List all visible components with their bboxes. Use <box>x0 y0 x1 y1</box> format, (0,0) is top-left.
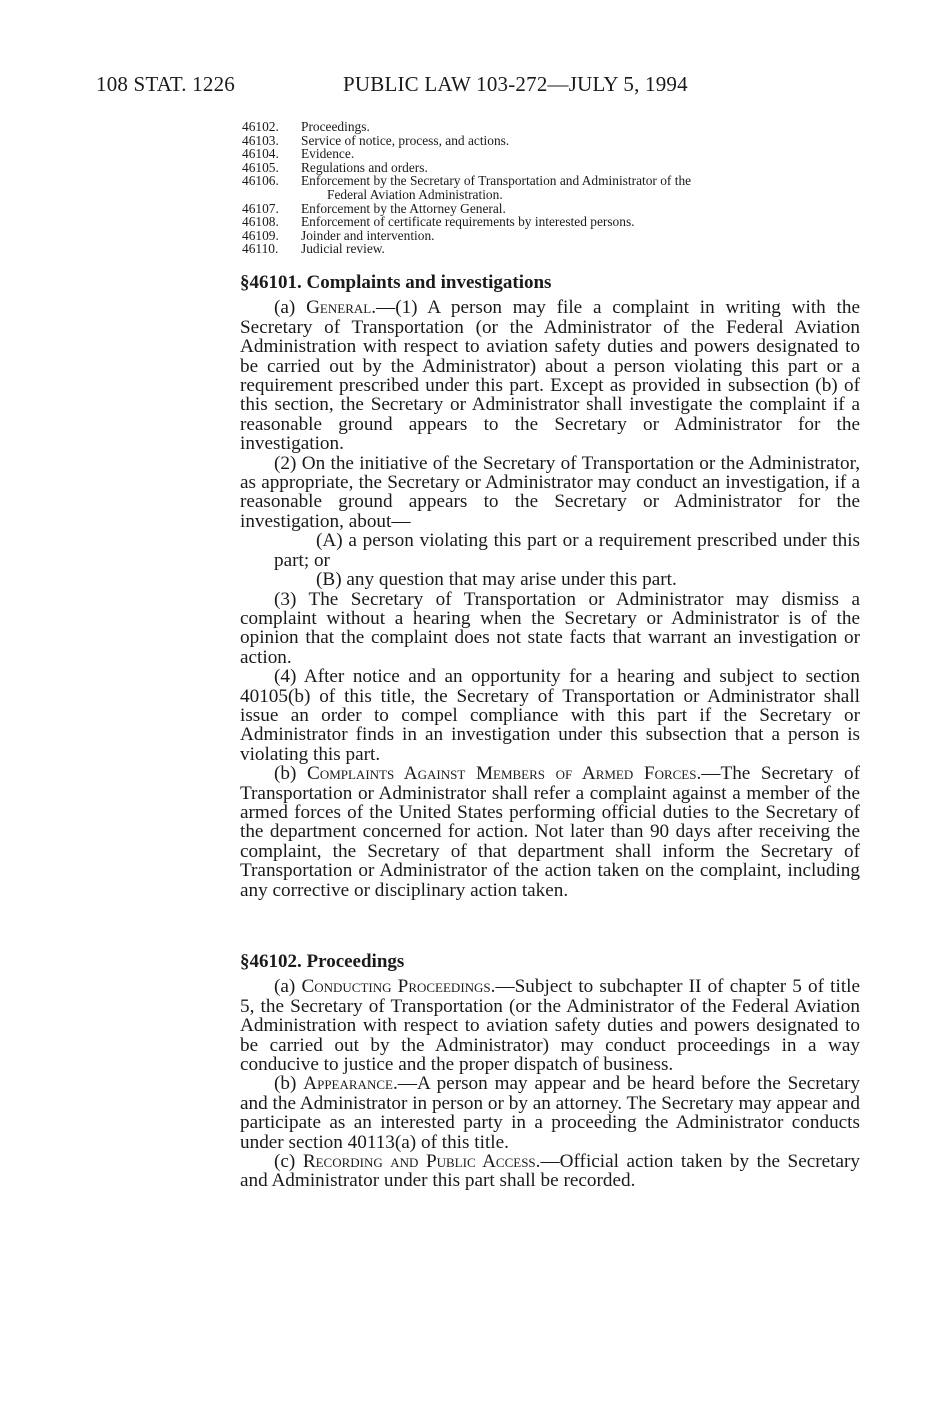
paragraph-a2-B: (B) any question that may arise under this part. <box>316 569 677 591</box>
section-46102 <box>240 952 860 1191</box>
paragraph-a2-A: (A) a person violating this part or a requirement prescribed under this part; or <box>274 530 860 571</box>
page-header <box>96 72 856 102</box>
toc-number: 46109. <box>242 227 279 243</box>
toc-item <box>242 215 882 229</box>
toc-number: 46107. <box>242 200 279 216</box>
toc-title: Enforcement by the Attorney General. <box>301 200 506 216</box>
paragraph-a4: (4) After notice and an opportunity for a hearing and subject to section 40105(b) of this title, the Secretary of Transportation or Administrator shall issue an order to compel compliance with this part if the Secretary or Administrator finds in an investigation under this subsection that a person is violating this part. <box>240 666 860 765</box>
toc-number: 46108. <box>242 214 279 230</box>
subsection-caption: Recording and Public Access. <box>302 1151 541 1173</box>
toc-item <box>242 161 882 175</box>
section-heading <box>240 273 860 292</box>
toc-title: Enforcement of certificate requirements by interested persons. <box>301 214 635 230</box>
section-title: 46101. Complaints and investigations <box>249 272 552 293</box>
paragraph-text: —A person may appear and be heard before the Secretary and the Administrator in person or by an attorney. The Secretary may appear and participate as an interested party in a proceeding the Administrator conducts under section 40113(a) of this title. <box>240 1073 861 1153</box>
toc-title: Regulations and orders. <box>301 159 428 175</box>
paragraph-text: —Subject to subchapter II of chapter 5 of title 5, the Secretary of Transportation (or the Administrator of the Federal Aviation Administration with respect to aviation safety duties and powers designated to be carried out by the Administrator) may conduct proceedings in a way conducive to justice and the proper dispatch of business. <box>240 976 860 1076</box>
stat-page-number: 108 STAT. 1226 <box>96 72 235 96</box>
toc-title: Service of notice, process, and actions. <box>301 132 510 148</box>
toc-item <box>242 202 882 216</box>
paragraph-a3: (3) The Secretary of Transportation or Administrator may dismiss a complaint without a hearing when the Secretary or Administrator is of the opinion that the complaint does not state facts that warrant an investigation or action. <box>240 588 860 668</box>
section-title: 46102. Proceedings <box>249 951 405 972</box>
toc-item-continuation <box>242 188 882 202</box>
toc-item <box>242 229 882 243</box>
subsection-label: (b) <box>274 763 308 785</box>
paragraph-b <box>240 1074 860 1152</box>
toc-number: 46103. <box>242 132 279 148</box>
subsection-label: (a) <box>274 297 307 319</box>
subsection-caption: Appearance. <box>303 1073 398 1095</box>
paragraph-a2: (2) On the initiative of the Secretary of Transportation or the Administrator, as appropriate, the Secretary or Administrator may conduct an investigation, if a reasonable ground appears to the Secretary or Administrator for the investigation, about— <box>240 452 860 532</box>
toc-title: Evidence. <box>301 146 355 162</box>
section-symbol: § <box>240 272 250 293</box>
paragraph-c <box>240 1152 860 1191</box>
toc-title-continuation: Federal Aviation Administration. <box>327 186 503 202</box>
paragraph-a1 <box>240 298 860 453</box>
toc-number: 46104. <box>242 146 279 162</box>
paragraph-text: —(1) A person may file a complaint in writing with the Secretary of Transportation (or the Administrator of the Federal Aviation Administration with respect to aviation safety duties and powers designated to be carried out by the Administrator) about a person violating this part or a requirement prescribed under this part. Except as provided in subsection (b) of this section, the Secretary or Administrator shall investigate the complaint if a reasonable ground appears to the Secretary or Administrator for the investigation. <box>240 297 860 455</box>
subsection-label: (b) <box>274 1073 304 1095</box>
toc-number: 46102. <box>242 119 279 134</box>
section-heading <box>240 952 860 971</box>
subsection-caption: Conducting Proceedings. <box>301 976 496 998</box>
toc-title: Proceedings. <box>301 119 370 134</box>
toc-number: 46105. <box>242 159 279 175</box>
toc-number: 46110. <box>242 241 279 257</box>
toc-item <box>242 242 882 256</box>
section-symbol: § <box>240 951 250 972</box>
toc-title: Joinder and intervention. <box>301 227 435 243</box>
paragraph-text: —The Secretary of Transportation or Administrator shall refer a complaint against a member of the armed forces of the United States performing official duties to the Secretary of the department concerned for action. Not later than 90 days after receiving the complaint, the Secretary of that department shall inform the Secretary of Transportation or Administrator of the action taken on the complaint, including any corrective or disciplinary action taken. <box>240 763 860 901</box>
section-table-of-contents <box>242 120 882 256</box>
toc-item <box>242 147 882 161</box>
subsection-label: (c) <box>274 1151 303 1173</box>
subsection-label: (a) <box>274 976 302 998</box>
toc-title: Judicial review. <box>301 241 385 257</box>
toc-item <box>242 120 882 134</box>
subsection-caption: General. <box>306 297 377 319</box>
toc-title: Enforcement by the Secretary of Transportation and Administrator of the <box>301 173 692 189</box>
toc-item <box>242 174 882 188</box>
paragraph-b <box>240 764 860 900</box>
paragraph-text: —Official action taken by the Secretary and Administrator under this part shall be recorded. <box>240 1151 860 1192</box>
public-law-title: PUBLIC LAW 103-272—JULY 5, 1994 <box>343 72 688 96</box>
toc-item <box>242 134 882 148</box>
paragraph-a <box>240 977 860 1074</box>
toc-number: 46106. <box>242 173 279 189</box>
subsection-caption: Complaints Against Members of Armed Forces. <box>307 763 702 785</box>
section-46101 <box>240 273 860 900</box>
